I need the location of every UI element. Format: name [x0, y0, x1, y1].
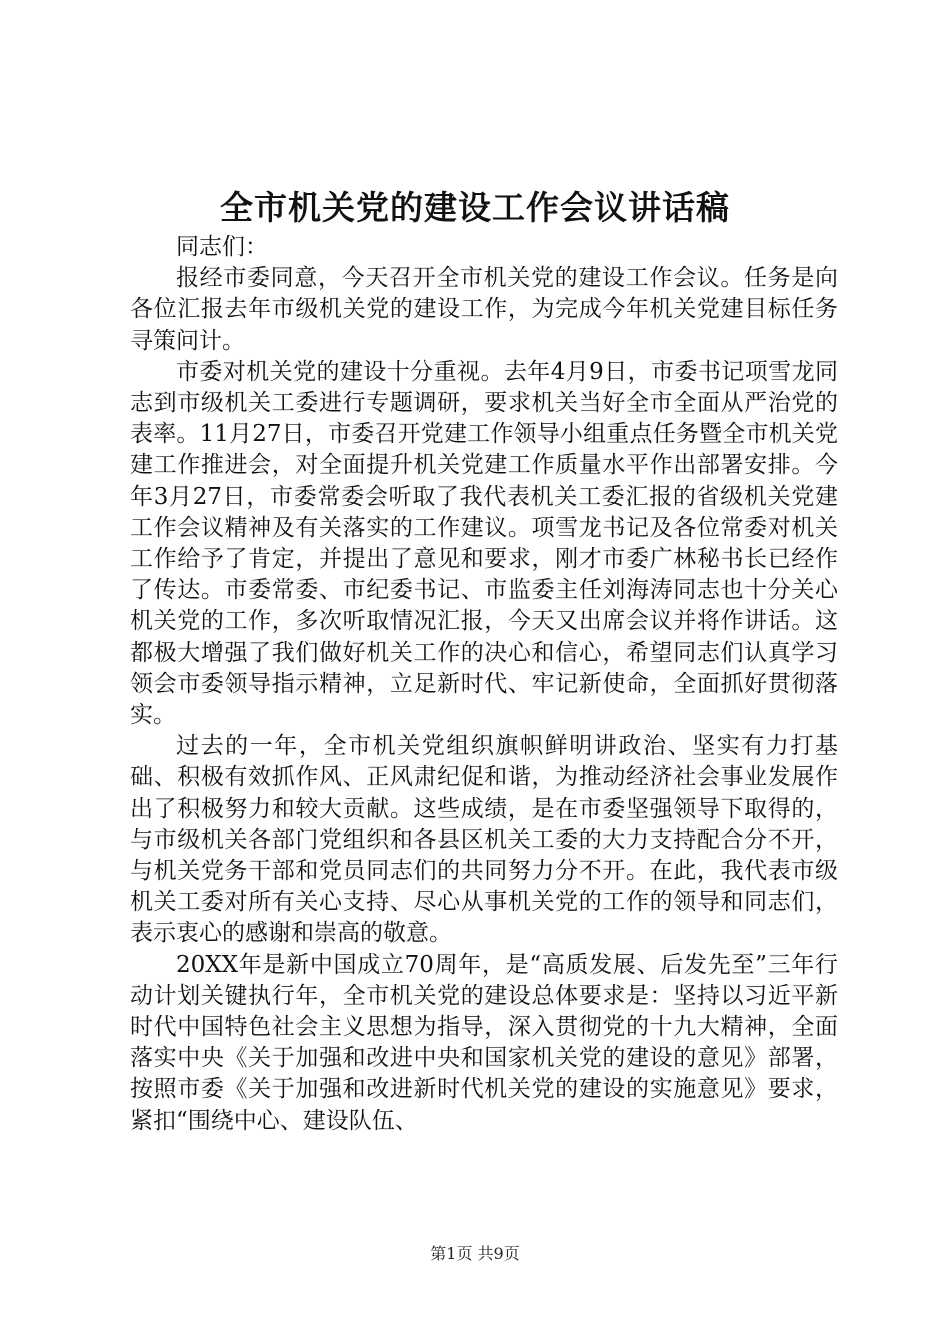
paragraph: 过去的一年，全市机关党组织旗帜鲜明讲政治、坚实有力打基础、积极有效抓作风、正风肃纪促和谐，为推动经济社会事业发展作出了积极努力和较大贡献。这些成绩，是在市委坚强领导下取得的，与市级机关各部门党组织和各县区机关工委的大力支持配合分不开，与机关党务干部和党员同志们的共同努力分不开。在此，我代表市级机关工委对所有关心支持、尽心从事机关党的工作的领导和同志们，表示衷心的感谢和崇高的敬意。 — [130, 733, 838, 947]
document-title: 全市机关党的建设工作会议讲话稿 — [220, 188, 730, 227]
salutation: 同志们： — [176, 234, 268, 260]
document-body — [130, 232, 838, 1137]
page-number-footer: 第1页 共9页 — [430, 1244, 520, 1263]
paragraph: 20XX年是新中国成立70周年，是“高质发展、后发先至”三年行动计划关键执行年，全市机关党的建设总体要求是：坚持以习近平新时代中国特色社会主义思想为指导，深入贯彻党的十九大精神，全面落实中央《关于加强和改进中央和国家机关党的建设的意见》部署，按照市委《关于加强和改进新时代机关党的建设的实施意见》要求，紧扣“围绕中心、建设队伍、 — [130, 951, 838, 1134]
paragraph: 市委对机关党的建设十分重视。去年4月9日，市委书记项雪龙同志到市级机关工委进行专题调研，要求机关当好全市全面从严治党的表率。11月27日，市委召开党建工作领导小组重点任务暨全市机关党建工作推进会，对全面提升机关党建工作质量水平作出部署安排。今年3月27日，市委常委会听取了我代表机关工委汇报的省级机关党建工作会议精神及有关落实的工作建议。项雪龙书记及各位常委对机关工作给予了肯定，并提出了意见和要求，刚才市委广林秘书长已经作了传达。市委常委、市纪委书记、市监委主任刘海涛同志也十分关心机关党的工作，多次听取情况汇报，今天又出席会议并将作讲话。这都极大增强了我们做好机关工作的决心和信心，希望同志们认真学习领会市委领导指示精神，立足新时代、牢记新使命，全面抓好贯彻落实。 — [130, 358, 838, 729]
paragraph: 报经市委同意，今天召开全市机关党的建设工作会议。任务是向各位汇报去年市级机关党的建设工作，为完成今年机关党建目标任务寻策问计。 — [130, 265, 838, 354]
